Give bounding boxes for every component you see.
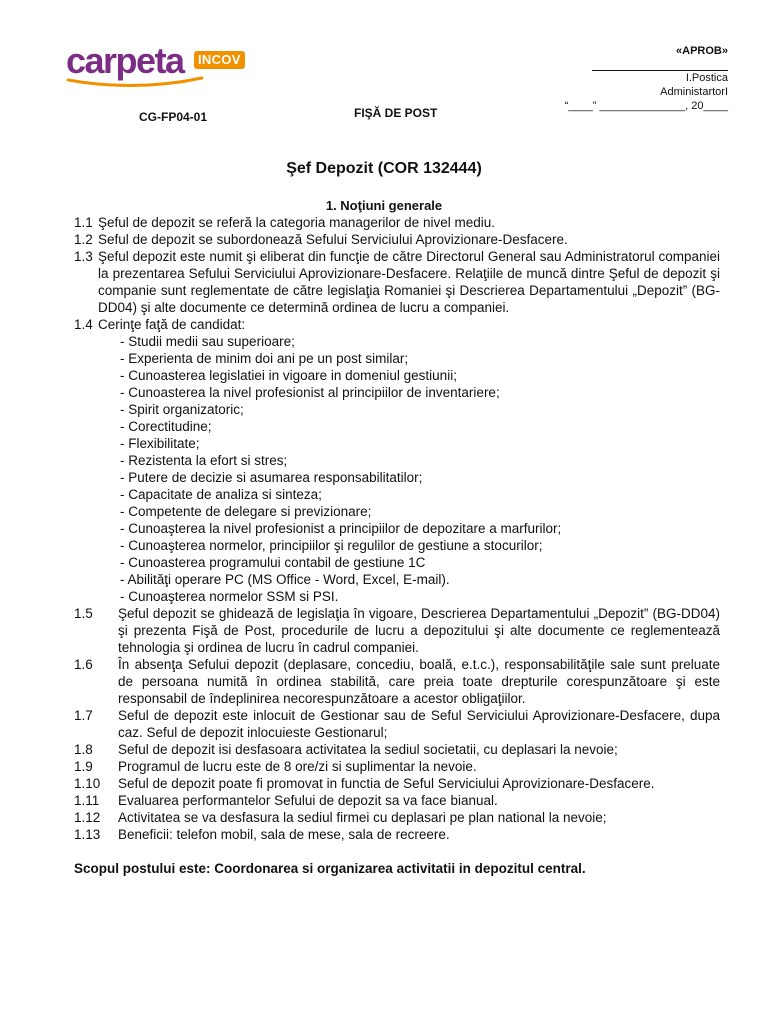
- item-text: Cerinţe faţă de candidat:: [98, 317, 246, 332]
- job-scope: Scopul postului este: Coordonarea si organizarea activitatii in depozitul central.: [74, 861, 586, 876]
- item-text: În absenţa Sefului depozit (deplasare, concediu, boală, e.t.c.), responsabilităţile sale sunt preluate de persoana numită în ordinea stabilită, care preia toate drepturile corespunzătoare şi este responsabil de îndeplinirea necorespunzătoare a acestor obligaţiilor.: [118, 657, 720, 706]
- company-logo: [66, 40, 242, 86]
- item-number: 1.12: [74, 810, 101, 825]
- requirement-item: - Cunoaşterea normelor SSM si PSI.: [120, 589, 339, 604]
- requirement-item: - Spirit organizatoric;: [120, 402, 244, 417]
- list-item: [74, 826, 720, 843]
- list-item: [74, 741, 720, 758]
- item-number: 1.6: [74, 657, 93, 672]
- form-title: FIŞĂ DE POST: [354, 106, 438, 120]
- requirement-item: - Corectitudine;: [120, 419, 212, 434]
- item-text: Seful de depozit se subordonează Sefului Serviciului Aprovizionare-Desfacere.: [98, 232, 568, 247]
- item-text: Seful de depozit isi desfasoara activitatea la sediul societatii, cu deplasari la nevoie;: [118, 742, 618, 757]
- page-title: Şef Depozit (COR 132444): [286, 160, 482, 177]
- list-item: [74, 231, 720, 248]
- requirement-item: - Flexibilitate;: [120, 436, 200, 451]
- item-text: Şeful de depozit se referă la categoria managerilor de nivel mediu.: [98, 215, 495, 230]
- item-number: 1.11: [74, 793, 100, 808]
- item-number: 1.2: [74, 232, 93, 247]
- approval-block: [528, 44, 728, 113]
- approval-title: «APROB»: [676, 45, 728, 57]
- list-item: [74, 316, 720, 333]
- logo-badge: INCOV: [194, 51, 245, 69]
- list-item: [74, 656, 720, 707]
- item-number: 1.13: [74, 827, 101, 842]
- document-body: [74, 214, 720, 877]
- item-number: 1.10: [74, 776, 101, 791]
- list-item: [74, 248, 720, 316]
- requirement-item: - Studii medii sau superioare;: [120, 334, 295, 349]
- requirement-item: - Competente de delegare si previzionare;: [120, 504, 372, 519]
- list-item: [74, 707, 720, 741]
- approver-name: I.Postica: [685, 72, 728, 84]
- requirement-item: - Rezistenta la efort si stres;: [120, 453, 288, 468]
- item-text: Seful de depozit este inlocuit de Gestionar sau de Seful Serviciului Aprovizionare-Desfacere, dupa caz. Seful de depozit inlocuieste Gestionarul;: [118, 708, 720, 740]
- item-number: 1.5: [74, 606, 93, 621]
- list-item: [74, 775, 720, 792]
- item-text: Seful de depozit poate fi promovat in functia de Seful Serviciului Aprovizionare-Desfacere.: [118, 776, 655, 791]
- requirement-item: - Cunoaşterea normelor, principiilor şi regulilor de gestiune a stocurilor;: [120, 538, 543, 553]
- approver-role: AdministartorI: [660, 86, 728, 98]
- item-text: Programul de lucru este de 8 ore/zi si suplimentar la nevoie.: [118, 759, 477, 774]
- item-text: Şeful depozit se ghidează de legislaţia în vigoare, Descrierea Departamentului „Depozit” (BG-DD04) şi prezenta Fişă de Post, procedurile de lucru a depozitului şi alte documente ce reglementează tehnologia şi ordinea de lucru în cadrul companiei.: [118, 606, 720, 655]
- item-number: 1.7: [74, 708, 93, 723]
- item-text: Beneficii: telefon mobil, sala de mese, sala de recreere.: [118, 827, 450, 842]
- logo-wordmark: carpeta: [66, 40, 184, 81]
- document-code: CG-FP04-01: [139, 110, 208, 124]
- requirement-item: - Capacitate de analiza si sinteza;: [120, 487, 322, 502]
- requirements-list: [74, 333, 720, 605]
- logo-swoosh-icon: [66, 76, 206, 90]
- item-number: 1.3: [74, 249, 93, 264]
- item-number: 1.9: [74, 759, 93, 774]
- list-item: [74, 809, 720, 826]
- requirement-item: - Abilităţi operare PC (MS Office - Word, Excel, E-mail).: [120, 572, 450, 587]
- approval-date-line: “____” ______________, 20____: [564, 100, 728, 112]
- requirement-item: - Cunoasterea la nivel profesionist al principiilor de inventariere;: [120, 385, 500, 400]
- requirement-item: - Cunoasterea legislatiei in vigoare in domeniul gestiunii;: [120, 368, 457, 383]
- requirement-item: - Putere de decizie si asumarea responsabilitatilor;: [120, 470, 423, 485]
- list-item: [74, 792, 720, 809]
- item-text: Activitatea se va desfasura la sediul firmei cu deplasari pe plan national la nevoie;: [118, 810, 607, 825]
- requirement-item: - Experienta de minim doi ani pe un post similar;: [120, 351, 409, 366]
- section-title: 1. Noţiuni generale: [325, 198, 443, 213]
- item-number: 1.8: [74, 742, 93, 757]
- requirement-item: - Cunoasterea programului contabil de gestiune 1C: [120, 555, 426, 570]
- item-text: Evaluarea performantelor Sefului de depozit sa va face bianual.: [118, 793, 498, 808]
- item-number: 1.1: [74, 215, 93, 230]
- list-item: [74, 605, 720, 656]
- list-item: [74, 214, 720, 231]
- list-item: [74, 758, 720, 775]
- item-text: Şeful depozit este numit şi eliberat din funcţie de către Directorul General sau Administratorul companiei la prezentarea Sefului Serviciului Aprovizionare-Desfacere. Relaţiile de muncă dintre Şeful de depozit şi companie sunt reglementate de către legislaţia Romaniei şi Descrierea Departamentului „Depozit” (BG-DD04) şi alte documente ce determină ordinea de lucru a companiei.: [98, 249, 720, 315]
- signature-line: [592, 58, 728, 71]
- item-number: 1.4: [74, 317, 93, 332]
- requirement-item: - Cunoaşterea la nivel profesionist a principiilor de depozitare a marfurilor;: [120, 521, 562, 536]
